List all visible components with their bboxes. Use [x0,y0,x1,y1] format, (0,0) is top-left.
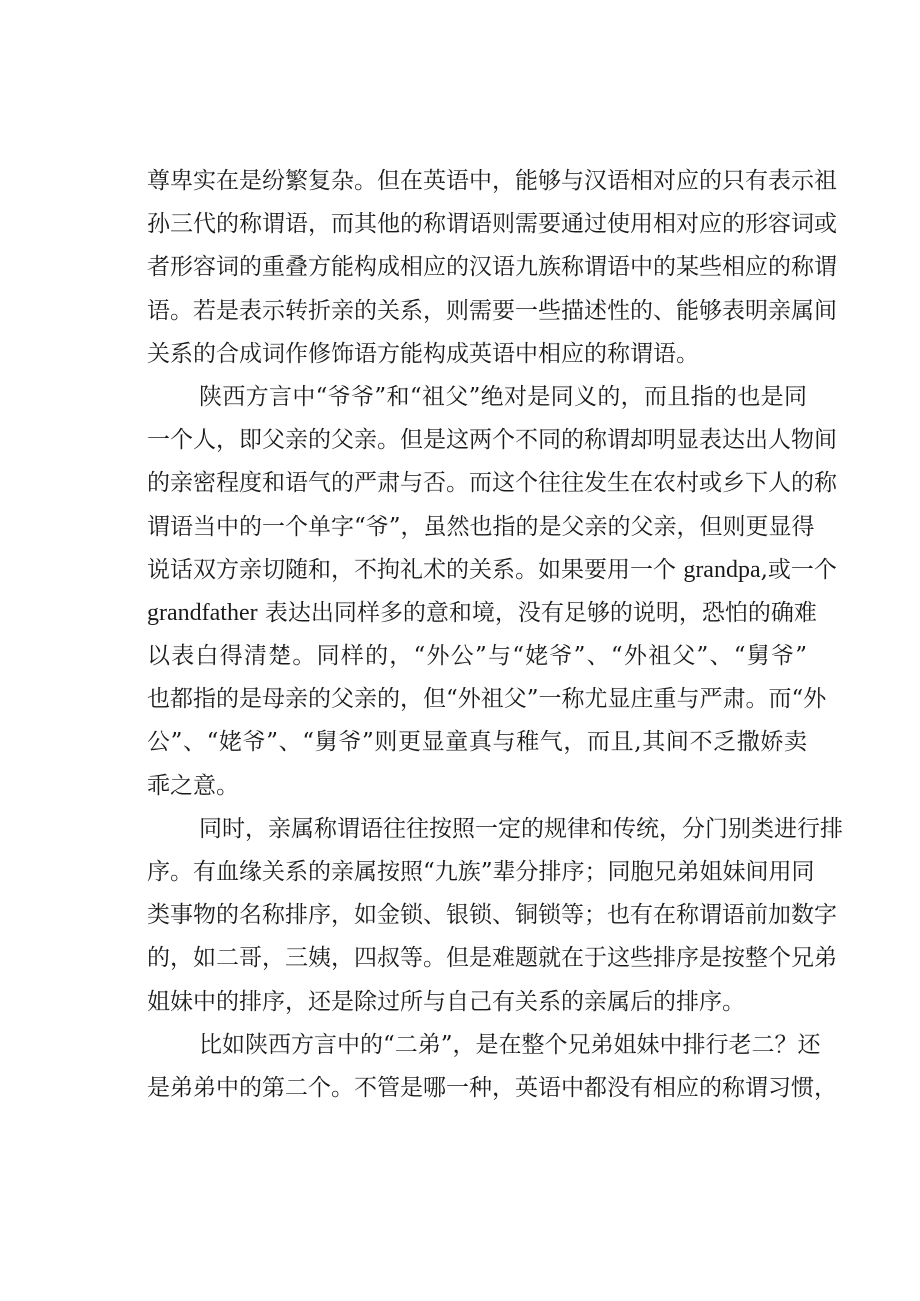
text-line: 说话双方亲切随和，不拘礼术的关系。如果要用一个 grandpa,或一个 [147,556,837,583]
text-line: 语。若是表示转折亲的关系，则需要一些描述性的、能够表明亲属间 [147,297,837,324]
paragraph-2 [147,376,837,808]
text-line: 的，如二哥，三姨，四叔等。但是难题就在于这些排序是按整个兄弟 [147,945,837,972]
text-line: grandfather 表达出同样多的意和境，没有足够的说明，恐怕的确难 [147,599,817,626]
text-line: 类事物的名称排序，如金锁、银锁、铜锁等；也有在称谓语前加数字 [147,902,837,929]
paragraph-4 [147,1024,837,1110]
text-line: 孙三代的称谓语，而其他的称谓语则需要通过使用相对应的形容词或 [147,211,837,238]
latin-word: grandpa [683,556,761,583]
text-line: 姐妹中的排序，还是除过所与自己有关系的亲属后的排序。 [147,988,745,1015]
text-line: 以表白得清楚。同样的，“外公”与“姥爷”、“外祖父”、“舅爷” [147,643,807,670]
text-line: 一个人，即父亲的父亲。但是这两个不同的称谓却明显表达出人物间 [147,427,837,454]
text-line: 陕西方言中“爷爷”和“祖父”绝对是同义的，而且指的也是同 [199,383,807,410]
text-line: 同时，亲属称谓语往往按照一定的规律和传统，分门别类进行排 [199,815,843,842]
latin-word: grandfather [147,599,258,626]
text-line: 比如陕西方言中的“二弟”，是在整个兄弟姐妹中排行老二？还 [199,1031,821,1058]
text-line: 谓语当中的一个单字“爷”，虽然也指的是父亲的父亲，但则更显得 [147,513,815,540]
text-line: 者形容词的重叠方能构成相应的汉语九族称谓语中的某些相应的称谓 [147,254,837,281]
text-line: 的亲密程度和语气的严肃与否。而这个往往发生在农村或乡下人的称 [147,470,837,497]
text-line: 是弟弟中的第二个。不管是哪一种，英语中都没有相应的称谓习惯， [147,1074,837,1101]
text-line: 关系的合成词作修饰语方能构成英语中相应的称谓语。 [147,340,699,367]
text-line: 也都指的是母亲的父亲的，但“外祖父”一称尤显庄重与严肃。而“外 [147,686,827,713]
paragraph-1 [147,160,837,376]
paragraph-3 [147,808,843,1024]
text-line: 乖之意。 [147,772,239,799]
text-line: 尊卑实在是纷繁复杂。但在英语中，能够与汉语相对应的只有表示祖 [147,168,837,194]
body-text [147,160,843,1110]
text-line: 公”、“姥爷”、“舅爷”则更显童真与稚气，而且,其间不乏撒娇卖 [147,729,807,756]
text-line: 序。有血缘关系的亲属按照“九族”辈分排序；同胞兄弟姐妹间用同 [147,859,815,885]
